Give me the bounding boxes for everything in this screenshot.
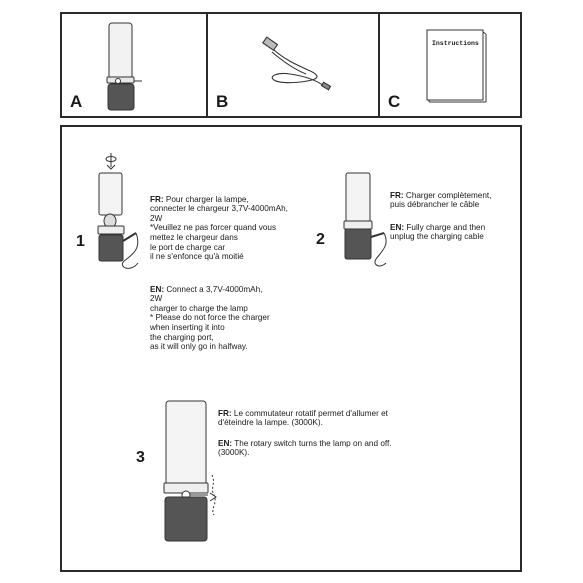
lamp-icon bbox=[62, 14, 210, 120]
en-body: Connect a 3,7V-4000mAh, 2W charger to charge the lamp * Please do not force the charger when inserting it into the charging port, as it will only go in halfway. bbox=[150, 284, 270, 352]
en-label: EN: bbox=[390, 222, 405, 232]
fr-body: Charger complètement, puis débrancher le câble bbox=[390, 190, 492, 210]
panel-b bbox=[206, 12, 380, 118]
panel-letter: B bbox=[216, 92, 229, 111]
fr-body: Pour charger la lampe, connecter le chargeur 3,7V-4000mAh, 2W *Veuillez ne pas forcer quand vous mettez le chargeur dans le port de charge car il ne s'enfonce qu'à moitié bbox=[150, 194, 288, 262]
fr-label: FR: bbox=[218, 408, 232, 418]
en-body: Fully charge and then unplug the charging cable bbox=[390, 222, 486, 242]
step-2-en-text bbox=[390, 213, 485, 242]
fr-label: FR: bbox=[390, 190, 404, 200]
step-1-en-text bbox=[150, 275, 270, 352]
step-number: 2 bbox=[316, 231, 325, 248]
en-label: EN: bbox=[150, 284, 165, 294]
fr-label: FR: bbox=[150, 194, 164, 204]
step-2-fr-text bbox=[390, 181, 491, 210]
en-label: EN: bbox=[218, 438, 233, 448]
fr-body: Le commutateur rotatif permet d'allumer et d'éteindre la lampe. (3000K). bbox=[218, 408, 388, 428]
step-3-fr-text bbox=[218, 399, 388, 428]
main-panel bbox=[60, 125, 522, 572]
instructions-booklet-icon bbox=[380, 14, 524, 120]
panel-letter: A bbox=[70, 92, 83, 111]
panel-c bbox=[378, 12, 522, 118]
step-number: 3 bbox=[136, 449, 145, 466]
booklet-title: Instructions bbox=[432, 40, 479, 47]
usb-cable-icon bbox=[208, 14, 382, 120]
panel-letter: C bbox=[388, 92, 401, 111]
panel-a bbox=[60, 12, 208, 118]
en-body: The rotary switch turns the lamp on and off. (3000K). bbox=[218, 438, 392, 458]
step-1-fr-text bbox=[150, 185, 288, 262]
step-3-en-text bbox=[218, 429, 392, 458]
step-number: 1 bbox=[76, 233, 85, 250]
